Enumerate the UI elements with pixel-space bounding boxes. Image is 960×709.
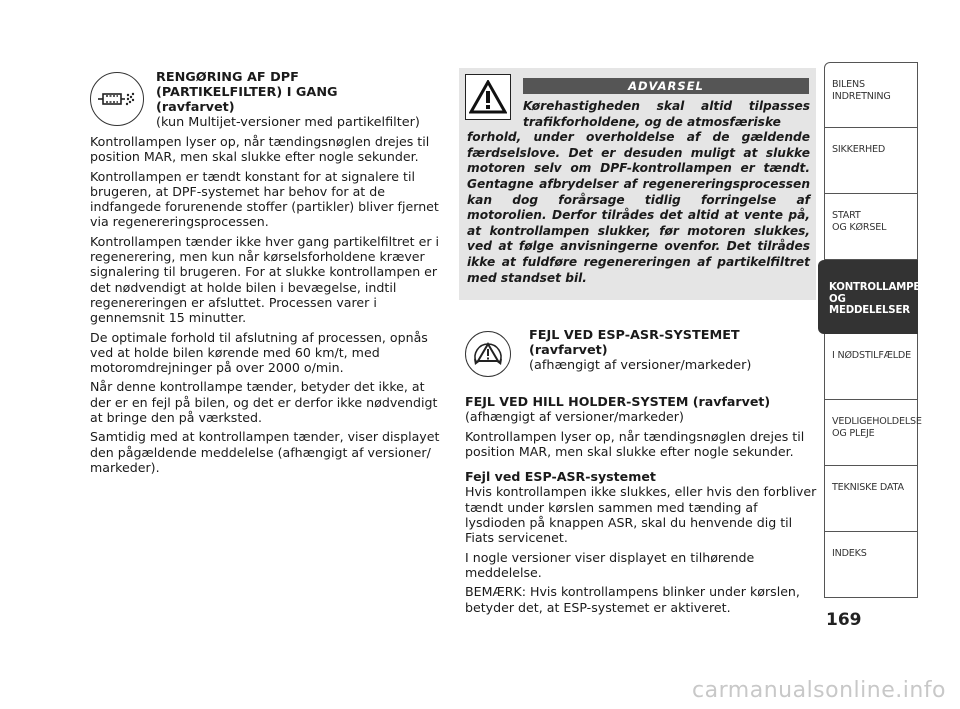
- esp-display-text: I nogle versioner viser displayet en tilhørende meddelelse.: [465, 549, 755, 580]
- tab-label: BILENS: [832, 79, 865, 90]
- tab-i-nodstilfaelde[interactable]: [824, 334, 918, 400]
- esp-note-text: BEMÆRK: Hvis kontrollampens blinker under kørslen, betyder det, at ESP-systemet er aktiveret.: [465, 584, 800, 615]
- tab-tekniske-data[interactable]: [824, 466, 918, 532]
- dpf-header: [90, 70, 442, 130]
- dpf-note: (kun Multijet-versioner med partikelfilter): [156, 115, 420, 130]
- page-number: 169: [826, 610, 862, 630]
- tab-label: INDRETNING: [832, 90, 891, 102]
- tab-vedligeholdelse-og-pleje[interactable]: [824, 400, 922, 466]
- watermark: carmanualsonline.info: [692, 678, 946, 703]
- tab-label: INDEKS: [832, 548, 867, 559]
- esp-color-label: (ravfarvet): [529, 343, 608, 358]
- esp-section: [465, 394, 817, 619]
- esp-title-block: [529, 328, 751, 377]
- tab-label: OG KØRSEL: [832, 221, 887, 233]
- hill-holder-text: Kontrollampen lyser op, når tændingsnøglen drejes til position MAR, men skal slukke efter nogle sekunder.: [465, 428, 805, 459]
- warning-text: [467, 99, 810, 286]
- dpf-paragraph: Kontrollampen er tændt konstant for at signalere til brugeren, at DPF-systemet har behov for at de indfangede forurenende stoffer (partikler) bliver fjernet via regenereringsprocessen.: [90, 168, 439, 230]
- tab-bilens-indretning[interactable]: [824, 62, 918, 128]
- dpf-title-line2: (PARTIKELFILTER) I GANG: [156, 85, 338, 100]
- tab-label: OG PLEJE: [832, 427, 875, 439]
- chapter-tabs: [824, 62, 928, 598]
- esp-fault-title: Fejl ved ESP-ASR-systemet: [465, 469, 656, 485]
- dpf-filter-icon: [90, 72, 144, 126]
- esp-fault-text: Hvis kontrollampen ikke slukkes, eller hvis den forbliver tændt under kørslen sammen med tænding af lysdioden på knappen ASR, skal du henvende dig til Fiats servicenet.: [465, 484, 817, 546]
- tab-label: KONTROLLAMPER: [829, 282, 928, 293]
- tab-label: OG MEDDELELSER: [829, 293, 910, 316]
- warning-text-intro: Kørehastigheden skal altid tilpasses trafikforholdene, og de atmosfæriske: [523, 99, 810, 129]
- tab-label: SIKKERHED: [832, 144, 886, 155]
- dpf-color-label: (ravfarvet): [156, 100, 235, 115]
- dpf-paragraph: De optimale forhold til afslutning af processen, opnås ved at holde bilen kørende med 60 km/t, med motoromdrejninger på over 2000 o/min.: [90, 329, 428, 376]
- tab-label: VEDLIGEHOLDELSE: [832, 416, 922, 427]
- tab-start-og-korsel[interactable]: [824, 194, 918, 260]
- dpf-title-line1: RENGØRING AF DPF: [156, 70, 299, 85]
- warning-header: ADVARSEL: [523, 78, 809, 94]
- tab-label: START: [832, 210, 861, 221]
- dpf-paragraph: Kontrollampen lyser op, når tændingsnøglen drejes til position MAR, men skal slukke efter nogle sekunder.: [90, 134, 430, 165]
- hill-holder-note: (afhængigt af versioner/markeder): [465, 409, 684, 425]
- esp-warning-icon: [465, 331, 511, 377]
- tab-indeks[interactable]: [824, 532, 918, 598]
- dpf-title: [156, 70, 420, 130]
- tab-kontrollamper-og-meddelelser[interactable]: [818, 260, 928, 334]
- warning-text-body: forhold, under overholdelse af de gældende færdselslove. Det er desuden muligt at slukke motoren selv om DPF-kontrollampen er tændt. Gentagne afbrydelser af regenereringsprocessen kan dog forårsage tidlig forringelse af motorolien. Derfor tilrådes det altid at vente på, at kontrollampen slukker, før motoren slukkes, ved at følge anvisningerne ovenfor. Det tilrådes ikke at fuldføre regenereringen af partikelfiltret med standset bil.: [467, 130, 810, 285]
- tab-label: I NØDSTILFÆLDE: [832, 350, 911, 361]
- esp-header: [465, 328, 815, 377]
- esp-title: FEJL VED ESP-ASR-SYSTEMET: [529, 328, 740, 343]
- dpf-paragraph: Når denne kontrollampe tænder, betyder det ikke, at der er en fejl på bilen, og det er derfor ikke nødvendigt at bringe den på værksted.: [90, 379, 438, 426]
- tab-label: TEKNISKE DATA: [832, 482, 904, 493]
- dpf-paragraph: Samtidig med at kontrollampen tænder, viser displayet den pågældende meddelelse (afhængigt af versioner/ markeder).: [90, 429, 440, 475]
- dpf-paragraph: Kontrollampen tænder ikke hver gang partikelfiltret er i regenerering, men kun når kørselsforholdene kræver signalering til brugeren. For at slukke kontrollampen er det nødvendigt at holde bilen i bevægelse, indtil regenereringen er afsluttet. Processen varer i gennemsnit 15 minutter.: [90, 233, 440, 326]
- esp-note: (afhængigt af versioner/markeder): [529, 358, 752, 373]
- hill-holder-title: FEJL VED HILL HOLDER-SYSTEM (ravfarvet): [465, 394, 771, 409]
- tab-sikkerhed[interactable]: [824, 128, 918, 194]
- dpf-section: [90, 70, 442, 479]
- warning-box: [459, 68, 816, 300]
